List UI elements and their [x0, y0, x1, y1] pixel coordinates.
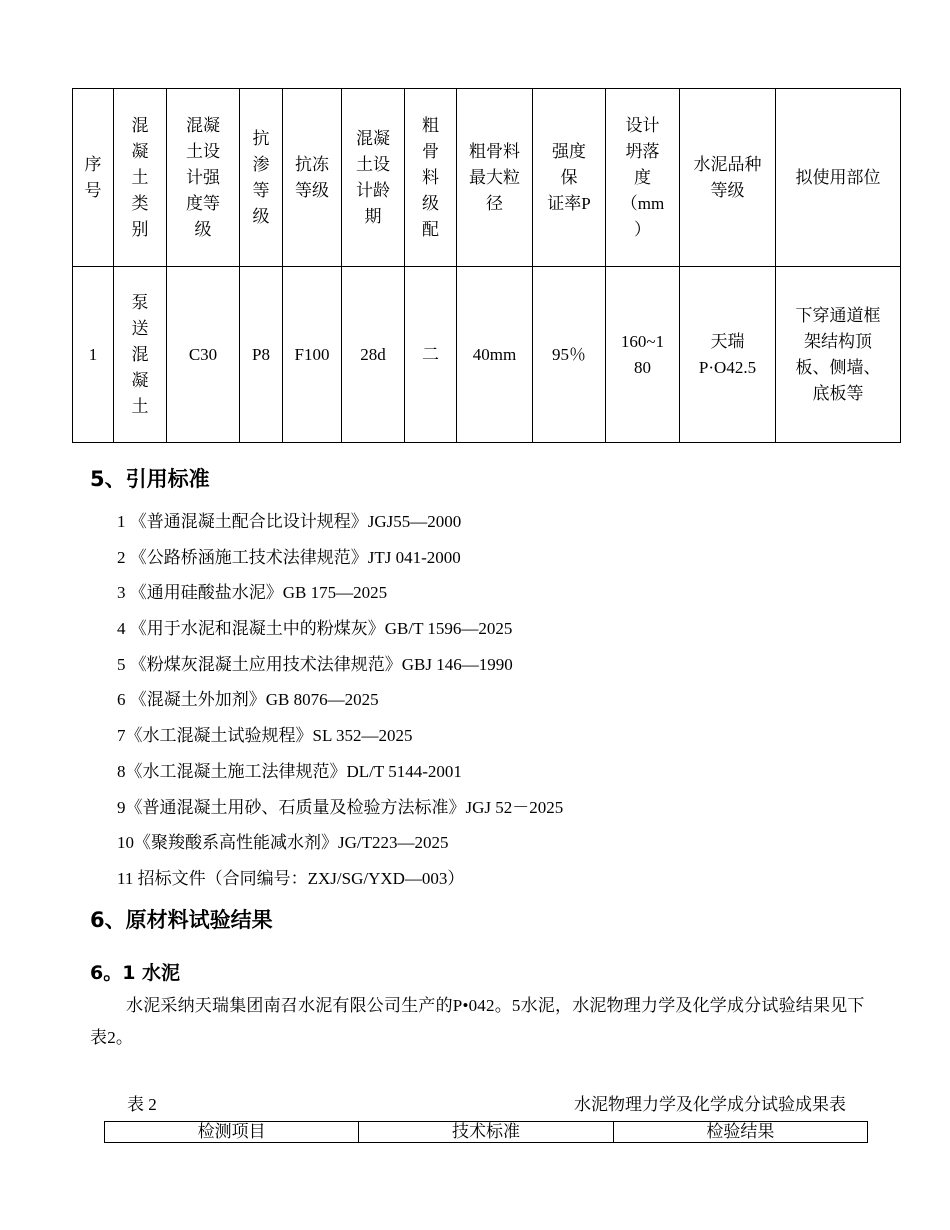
table-cell: 1 — [73, 267, 114, 443]
list-item: 7《水工混凝土试验规程》SL 352—2025 — [117, 726, 413, 746]
list-item: 1 《普通混凝土配合比设计规程》JGJ55—2000 — [117, 512, 462, 531]
header-cell: 强度 保 证率P — [533, 89, 606, 267]
list-item: 5 《粉煤灰混凝土应用技术法律规范》GBJ 146—1990 — [117, 654, 513, 674]
header-cell: 序 号 — [73, 89, 114, 267]
header-cell: 混凝 土设 计龄 期 — [342, 89, 405, 267]
list-item: 3 《通用硅酸盐水泥》GB 175—2025 — [117, 583, 388, 603]
table-cell: 二 — [405, 267, 457, 443]
table-cell: P8 — [240, 267, 283, 443]
header-cell: 检验结果 — [613, 1122, 867, 1143]
header-cell: 混凝 土设 计强 度等 级 — [167, 89, 240, 267]
table-row — [73, 267, 901, 443]
header-cell: 抗 渗 等 级 — [240, 89, 283, 267]
list-item: 2 《公路桥涵施工技术法律规范》JTJ 041-2000 — [117, 547, 461, 567]
table-caption-number: 表 2 — [127, 1095, 157, 1114]
table-cell: 28d — [342, 267, 405, 443]
table-cell: C30 — [167, 267, 240, 443]
table-caption-title: 水泥物理力学及化学成分试验成果表 — [574, 1095, 846, 1114]
header-cell: 粗骨料 最大粒 径 — [457, 89, 533, 267]
list-item: 11 招标文件（合同编号：ZXJ/SG/YXD—003） — [117, 868, 465, 888]
table-cell: 95％ — [533, 267, 606, 443]
header-cell: 抗冻 等级 — [283, 89, 342, 267]
table-cell: 160~1 80 — [606, 267, 680, 443]
list-item: 10《聚羧酸系高性能减水剂》JG/T223—2025 — [117, 833, 449, 853]
table-cell: 天瑞 P·O42.5 — [680, 267, 776, 443]
table-cell: 泵 送 混 凝 土 — [114, 267, 167, 443]
cement-paragraph: 水泥采纳天瑞集团南召水泥有限公司生产的P•042。5水泥，水泥物理力学及化学成分试验结果见下表2。 — [90, 996, 865, 1047]
section-heading-materials: 6、原材料试验结果 — [90, 908, 273, 932]
list-item: 6 《混凝土外加剂》GB 8076—2025 — [117, 690, 379, 710]
list-item: 4 《用于水泥和混凝土中的粉煤灰》GB/T 1596—2025 — [117, 619, 513, 639]
list-item: 8《水工混凝土施工法律规范》DL/T 5144-2001 — [117, 761, 462, 781]
table-cell: 下穿通道框 架结构顶 板、侧墙、 底板等 — [776, 267, 901, 443]
mix-design-table — [72, 88, 901, 443]
header-cell: 粗 骨 料 级 配 — [405, 89, 457, 267]
table-cell: F100 — [283, 267, 342, 443]
header-cell: 检测项目 — [105, 1122, 359, 1143]
table-header-row — [73, 89, 901, 267]
table-header-row — [105, 1122, 868, 1143]
section-heading-standards: 5、引用标准 — [90, 467, 210, 491]
header-cell: 水泥品种 等级 — [680, 89, 776, 267]
header-cell: 拟使用部位 — [776, 89, 901, 267]
cement-test-table — [104, 1121, 868, 1143]
table-cell: 40mm — [457, 267, 533, 443]
header-cell: 混 凝 土 类 别 — [114, 89, 167, 267]
header-cell: 技术标准 — [359, 1122, 613, 1143]
list-item: 9《普通混凝土用砂、石质量及检验方法标准》JGJ 52－2025 — [117, 797, 564, 817]
subsection-heading-cement: 6。1 水泥 — [90, 962, 181, 984]
header-cell: 设计 坍落 度 （mm ） — [606, 89, 680, 267]
standards-list — [117, 510, 563, 903]
